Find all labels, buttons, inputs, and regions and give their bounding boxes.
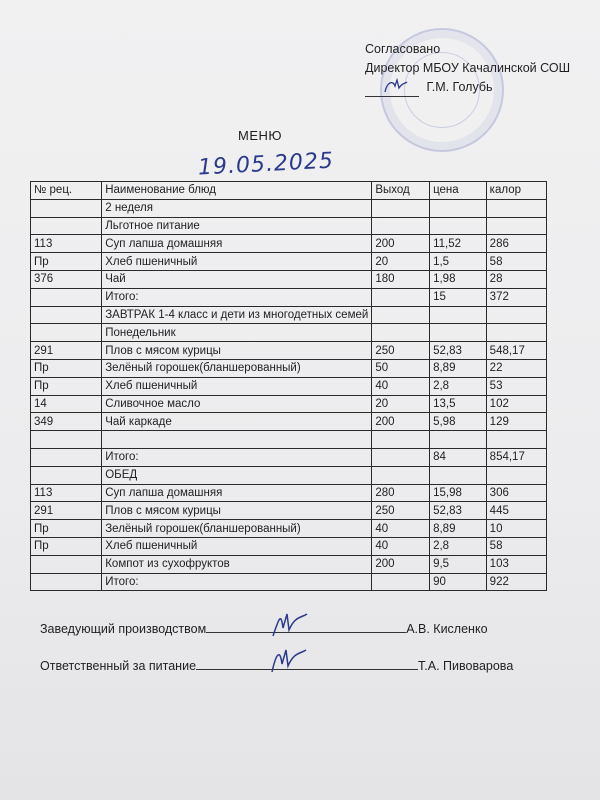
dish-name-cell: Компот из сухофруктов: [102, 555, 372, 573]
header-portion: Выход: [372, 182, 430, 200]
recipe-no-cell: Пр: [31, 377, 102, 395]
calories-cell: 445: [486, 502, 546, 520]
recipe-no-cell: [31, 199, 102, 217]
recipe-no-cell: [31, 448, 102, 466]
portion-cell: 20: [372, 395, 430, 413]
calories-cell: [486, 199, 546, 217]
price-cell: 5,98: [430, 413, 487, 431]
table-row: [31, 359, 547, 377]
calories-cell: 102: [486, 395, 546, 413]
table-row: [31, 413, 547, 431]
dish-name-cell: Чай каркаде: [102, 413, 372, 431]
table-row: [31, 555, 547, 573]
price-cell: 84: [430, 448, 487, 466]
dish-name-cell: Чай: [102, 270, 372, 288]
calories-cell: [486, 324, 546, 342]
price-cell: 15: [430, 288, 487, 306]
dish-name-cell: [102, 431, 372, 449]
nutrition-responsible-name: Т.А. Пивоварова: [418, 659, 514, 673]
dish-name-cell: 2 неделя: [102, 199, 372, 217]
portion-cell: 50: [372, 359, 430, 377]
recipe-no-cell: 349: [31, 413, 102, 431]
calories-cell: 372: [486, 288, 546, 306]
portion-cell: [372, 306, 430, 324]
price-cell: [430, 199, 487, 217]
header-dish-name: Наименование блюд: [102, 182, 372, 200]
recipe-no-cell: [31, 306, 102, 324]
menu-table: [30, 181, 547, 591]
recipe-no-cell: Пр: [31, 537, 102, 555]
recipe-no-cell: 14: [31, 395, 102, 413]
calories-cell: 10: [486, 520, 546, 538]
price-cell: 15,98: [430, 484, 487, 502]
portion-cell: 40: [372, 537, 430, 555]
header-calories: калор: [486, 182, 546, 200]
dish-name-cell: Плов с мясом курицы: [102, 342, 372, 360]
dish-name-cell: Зелёный горошек(бланшерованный): [102, 359, 372, 377]
director-signature: [365, 82, 419, 97]
dish-name-cell: Итого:: [102, 573, 372, 591]
table-row: [31, 573, 547, 591]
portion-cell: [372, 448, 430, 466]
table-row: [31, 431, 547, 449]
recipe-no-cell: [31, 217, 102, 235]
price-cell: 8,89: [430, 359, 487, 377]
nutrition-signature: [262, 642, 312, 676]
dish-name-cell: Суп лапша домашняя: [102, 235, 372, 253]
portion-cell: [372, 288, 430, 306]
calories-cell: 58: [486, 253, 546, 271]
portion-cell: 40: [372, 520, 430, 538]
portion-cell: 180: [372, 270, 430, 288]
calories-cell: 22: [486, 359, 546, 377]
price-cell: [430, 466, 487, 484]
dish-name-cell: Понедельник: [102, 324, 372, 342]
portion-cell: [372, 466, 430, 484]
portion-cell: [372, 217, 430, 235]
price-cell: 52,83: [430, 342, 487, 360]
recipe-no-cell: [31, 288, 102, 306]
calories-cell: [486, 306, 546, 324]
recipe-no-cell: 113: [31, 235, 102, 253]
dish-name-cell: Итого:: [102, 448, 372, 466]
recipe-no-cell: 376: [31, 270, 102, 288]
dish-name-cell: ЗАВТРАК 1-4 класс и дети из многодетных семей: [102, 306, 372, 324]
production-signature: [265, 608, 315, 642]
portion-cell: 280: [372, 484, 430, 502]
calories-cell: 53: [486, 377, 546, 395]
portion-cell: 250: [372, 502, 430, 520]
dish-name-cell: Хлеб пшеничный: [102, 537, 372, 555]
dish-name-cell: Зелёный горошек(бланшерованный): [102, 520, 372, 538]
portion-cell: [372, 199, 430, 217]
portion-cell: 200: [372, 413, 430, 431]
dish-name-cell: Плов с мясом курицы: [102, 502, 372, 520]
approval-position: Директор МБОУ Качалинской СОШ: [365, 61, 571, 75]
calories-cell: 58: [486, 537, 546, 555]
price-cell: 2,8: [430, 377, 487, 395]
recipe-no-cell: 113: [31, 484, 102, 502]
portion-cell: 250: [372, 342, 430, 360]
director-name: Г.М. Голубь: [426, 80, 493, 94]
production-manager-name: А.В. Кисленко: [406, 622, 488, 636]
dish-name-cell: Итого:: [102, 288, 372, 306]
table-row: [31, 199, 547, 217]
dish-name-cell: Суп лапша домашняя: [102, 484, 372, 502]
recipe-no-cell: [31, 555, 102, 573]
production-manager-line: [40, 620, 488, 636]
calories-cell: 129: [486, 413, 546, 431]
portion-cell: 20: [372, 253, 430, 271]
table-row: [31, 502, 547, 520]
nutrition-responsible-label: Ответственный за питание: [40, 659, 197, 673]
price-cell: 13,5: [430, 395, 487, 413]
portion-cell: 200: [372, 235, 430, 253]
calories-cell: 103: [486, 555, 546, 573]
table-header-row: [31, 182, 547, 200]
calories-cell: 306: [486, 484, 546, 502]
approval-block: [365, 40, 595, 97]
portion-cell: [372, 431, 430, 449]
price-cell: 1,5: [430, 253, 487, 271]
recipe-no-cell: [31, 573, 102, 591]
dish-name-cell: ОБЕД: [102, 466, 372, 484]
recipe-no-cell: 291: [31, 342, 102, 360]
calories-cell: 286: [486, 235, 546, 253]
table-row: [31, 270, 547, 288]
table-row: [31, 217, 547, 235]
calories-cell: [486, 217, 546, 235]
price-cell: 90: [430, 573, 487, 591]
table-row: [31, 377, 547, 395]
table-row: [31, 342, 547, 360]
table-row: [31, 324, 547, 342]
price-cell: [430, 431, 487, 449]
recipe-no-cell: [31, 466, 102, 484]
portion-cell: 40: [372, 377, 430, 395]
calories-cell: 854,17: [486, 448, 546, 466]
calories-cell: [486, 466, 546, 484]
dish-name-cell: Льготное питание: [102, 217, 372, 235]
price-cell: 52,83: [430, 502, 487, 520]
table-row: [31, 520, 547, 538]
calories-cell: 922: [486, 573, 546, 591]
price-cell: 11,52: [430, 235, 487, 253]
production-manager-label: Заведующий производством: [40, 622, 207, 636]
table-row: [31, 448, 547, 466]
recipe-no-cell: Пр: [31, 359, 102, 377]
portion-cell: 200: [372, 555, 430, 573]
recipe-no-cell: Пр: [31, 253, 102, 271]
portion-cell: [372, 573, 430, 591]
dish-name-cell: Хлеб пшеничный: [102, 253, 372, 271]
header-recipe-no: № рец.: [31, 182, 102, 200]
price-cell: 9,5: [430, 555, 487, 573]
portion-cell: [372, 324, 430, 342]
approval-signature-line: [365, 78, 595, 97]
price-cell: 1,98: [430, 270, 487, 288]
table-row: [31, 306, 547, 324]
price-cell: 2,8: [430, 537, 487, 555]
table-row: [31, 484, 547, 502]
calories-cell: 548,17: [486, 342, 546, 360]
dish-name-cell: Сливочное масло: [102, 395, 372, 413]
recipe-no-cell: [31, 324, 102, 342]
recipe-no-cell: 291: [31, 502, 102, 520]
header-price: цена: [430, 182, 487, 200]
table-row: [31, 253, 547, 271]
price-cell: [430, 324, 487, 342]
price-cell: 8,89: [430, 520, 487, 538]
calories-cell: [486, 431, 546, 449]
price-cell: [430, 217, 487, 235]
table-row: [31, 395, 547, 413]
price-cell: [430, 306, 487, 324]
table-row: [31, 288, 547, 306]
dish-name-cell: Хлеб пшеничный: [102, 377, 372, 395]
approval-heading: Согласовано: [365, 42, 441, 56]
recipe-no-cell: [31, 431, 102, 449]
handwritten-date: 19.05.2025: [197, 148, 335, 181]
table-row: [31, 537, 547, 555]
table-row: [31, 235, 547, 253]
page-title: МЕНЮ: [238, 128, 283, 143]
recipe-no-cell: Пр: [31, 520, 102, 538]
table-row: [31, 466, 547, 484]
calories-cell: 28: [486, 270, 546, 288]
